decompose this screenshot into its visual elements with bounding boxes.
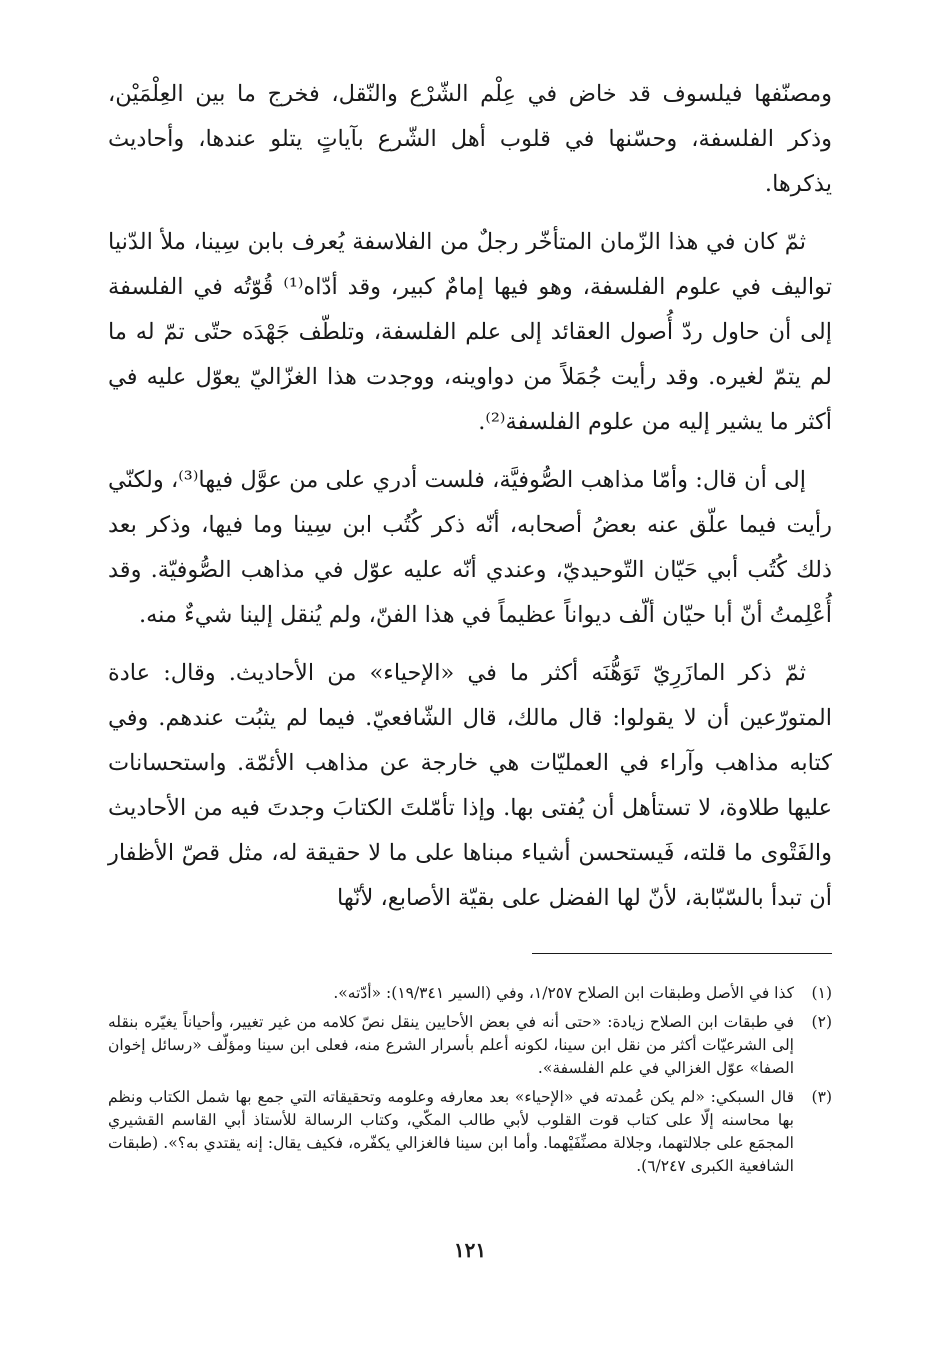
footnote	[108, 1011, 832, 1080]
footnote	[108, 1086, 832, 1178]
footnote-text: قال السبكي: «لم يكن عُمدته في «الإحياء» بعد معارفه وعلومه وتحقيقاته التي جمع بها شمل الكتاب ونظم بها محاسنه إلّا على كتاب قوت القلوب لأبي طالب المكّي، وكتاب الرسالة للأستاذ أبي القاسم القشيري المجمَع على جلالتهما، وجلالة مصنِّفَيْهما. وأما ابن سينا فالغزالي يكفّره، فكيف يقال: إنه يقتدي به؟». (طبقات الشافعية الكبرى ٦/٢٤٧).	[108, 1088, 794, 1175]
footnote-number: (٢)	[811, 1013, 832, 1031]
footnote	[108, 982, 832, 1005]
page-number: ١٢١	[453, 1238, 487, 1262]
footnote-divider	[532, 953, 832, 954]
footnote-number: (٣)	[811, 1088, 832, 1106]
paragraph: إلى أن قال: وأمّا مذاهب الصُّوفيَّة، فلست أدري على من عوَّل فيها⁽³⁾، ولكنّي رأيت فيما علّق عنه بعضُ أصحابه، أنّه ذكر كُتُب ابن سِينا وما فيها، وذكر بعد ذلك كُتُب أبي حَيّان التّوحيديّ، وعندي أنّه عليه عوّل في مذاهب الصُّوفيّة. وقد أُعْلِمتُ أنّ أبا حيّان ألّف ديواناً عظيماً في هذا الفنّ، ولم يُنقل إلينا شيءٌ منه.	[108, 467, 832, 628]
footnotes	[108, 982, 832, 1178]
footnote-text: كذا في الأصل وطبقات ابن الصلاح ١/٢٥٧، وفي (السير ١٩/٣٤١): «أدّته».	[333, 984, 794, 1002]
footnote-text: في طبقات ابن الصلاح زيادة: «حتى أنه في بعض الأحايين ينقل نصّ كلامه من غير تغيير، وأحياناً يغيّره بنقله إلى الشرعيّات أكثر من نقل ابن سينا، لكونه أعلم بأسرار الشرع منه، فعلى ابن سينا ومؤلّف «رسائل إخوان الصفا» عوّل الغزالي في علم الفلسفة».	[108, 1013, 794, 1077]
main-text	[108, 72, 832, 921]
paragraph: ثمّ ذكر المازَرِيّ تَوَهُّنَه أكثر ما في «الإحياء» من الأحاديث. وقال: عادة المتورّعين أن لا يقولوا: قال مالك، قال الشّافعيّ. فيما لم يثبُت عندهم. وفي كتابه مذاهب وآراء في العمليّات هي خارجة عن مذاهب الأئمّة. واستحسانات عليها طلاوة، لا تستأهل أن يُفتى بها. وإذا تأمّلتَ الكتابَ وجدتَ فيه من الأحاديث والفَتْوى ما قلته، فَيستحسن أشياء مبناها على ما لا حقيقة له، مثل قصّ الأظفار أن تبدأ بالسّبّابة، لأنّ لها الفضل على بقيّة الأصابع، لأنّها	[108, 660, 832, 911]
footnote-number: (١)	[811, 984, 832, 1002]
paragraph: ثمّ كان في هذا الزّمان المتأخّر رجلٌ من الفلاسفة يُعرف بابن سِينا، ملأ الدّنيا تواليف في علوم الفلسفة، وهو فيها إمامٌ كبير، وقد أدّاه⁽¹⁾ قُوّتُه في الفلسفة إلى أن حاول ردّ أُصول العقائد إلى علم الفلسفة، وتلطّف جَهْدَه حتّى تمّ له ما لم يتمّ لغيره. وقد رأيت جُمَلاً من دواوينه، ووجدت هذا الغزّاليّ يعوّل عليه في أكثر ما يشير إليه من علوم الفلسفة⁽²⁾.	[108, 229, 832, 435]
paragraph: ومصنّفها فيلسوف قد خاض في عِلْم الشّرْع والنّقل، فخرج ما بين العِلْمَيْن، وذكر الفلسفة، وحسّنها في قلوب أهل الشّرع بآياتٍ يتلو عندها، وأحاديث يذكرها.	[108, 81, 832, 197]
